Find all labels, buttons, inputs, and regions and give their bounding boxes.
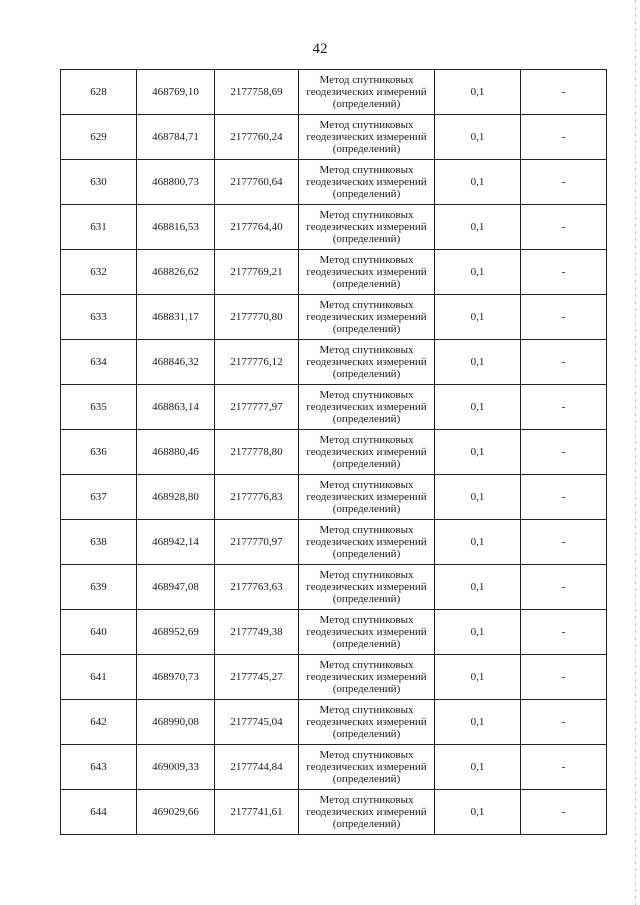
note-cell: - xyxy=(521,295,607,340)
y-coordinate-cell: 2177764,40 xyxy=(215,205,299,250)
table-row xyxy=(61,250,607,295)
table-row xyxy=(61,610,607,655)
point-number-cell: 628 xyxy=(61,70,137,115)
note-cell: - xyxy=(521,475,607,520)
point-number-cell: 638 xyxy=(61,520,137,565)
x-coordinate-cell: 468800,73 xyxy=(137,160,215,205)
point-number-cell: 633 xyxy=(61,295,137,340)
point-number-cell: 639 xyxy=(61,565,137,610)
accuracy-cell: 0,1 xyxy=(435,295,521,340)
point-number-cell: 641 xyxy=(61,655,137,700)
accuracy-cell: 0,1 xyxy=(435,655,521,700)
table-row xyxy=(61,205,607,250)
accuracy-cell: 0,1 xyxy=(435,790,521,835)
y-coordinate-cell: 2177763,63 xyxy=(215,565,299,610)
y-coordinate-cell: 2177760,24 xyxy=(215,115,299,160)
point-number-cell: 637 xyxy=(61,475,137,520)
x-coordinate-cell: 469009,33 xyxy=(137,745,215,790)
method-cell: Метод спутниковых геодезических измерений (определений) xyxy=(299,610,435,655)
accuracy-cell: 0,1 xyxy=(435,385,521,430)
table-row xyxy=(61,565,607,610)
point-number-cell: 636 xyxy=(61,430,137,475)
y-coordinate-cell: 2177776,12 xyxy=(215,340,299,385)
table-row xyxy=(61,430,607,475)
method-cell: Метод спутниковых геодезических измерений (определений) xyxy=(299,385,435,430)
x-coordinate-cell: 468826,62 xyxy=(137,250,215,295)
y-coordinate-cell: 2177777,97 xyxy=(215,385,299,430)
point-number-cell: 643 xyxy=(61,745,137,790)
point-number-cell: 632 xyxy=(61,250,137,295)
scan-edge-line xyxy=(635,0,636,905)
x-coordinate-cell: 468990,08 xyxy=(137,700,215,745)
note-cell: - xyxy=(521,565,607,610)
method-cell: Метод спутниковых геодезических измерений (определений) xyxy=(299,655,435,700)
point-number-cell: 635 xyxy=(61,385,137,430)
y-coordinate-cell: 2177760,64 xyxy=(215,160,299,205)
x-coordinate-cell: 469029,66 xyxy=(137,790,215,835)
y-coordinate-cell: 2177745,27 xyxy=(215,655,299,700)
note-cell: - xyxy=(521,115,607,160)
note-cell: - xyxy=(521,340,607,385)
x-coordinate-cell: 468970,73 xyxy=(137,655,215,700)
y-coordinate-cell: 2177741,61 xyxy=(215,790,299,835)
table-row xyxy=(61,340,607,385)
note-cell: - xyxy=(521,385,607,430)
method-cell: Метод спутниковых геодезических измерений (определений) xyxy=(299,250,435,295)
y-coordinate-cell: 2177745,04 xyxy=(215,700,299,745)
note-cell: - xyxy=(521,205,607,250)
note-cell: - xyxy=(521,520,607,565)
table-row xyxy=(61,655,607,700)
x-coordinate-cell: 468816,53 xyxy=(137,205,215,250)
table-row xyxy=(61,385,607,430)
y-coordinate-cell: 2177770,80 xyxy=(215,295,299,340)
point-number-cell: 644 xyxy=(61,790,137,835)
table-row xyxy=(61,520,607,565)
table-row xyxy=(61,160,607,205)
y-coordinate-cell: 2177769,21 xyxy=(215,250,299,295)
accuracy-cell: 0,1 xyxy=(435,520,521,565)
x-coordinate-cell: 468784,71 xyxy=(137,115,215,160)
x-coordinate-cell: 468952,69 xyxy=(137,610,215,655)
note-cell: - xyxy=(521,610,607,655)
accuracy-cell: 0,1 xyxy=(435,250,521,295)
x-coordinate-cell: 468947,08 xyxy=(137,565,215,610)
note-cell: - xyxy=(521,745,607,790)
x-coordinate-cell: 468769,10 xyxy=(137,70,215,115)
method-cell: Метод спутниковых геодезических измерений (определений) xyxy=(299,475,435,520)
y-coordinate-cell: 2177778,80 xyxy=(215,430,299,475)
method-cell: Метод спутниковых геодезических измерений (определений) xyxy=(299,70,435,115)
accuracy-cell: 0,1 xyxy=(435,70,521,115)
accuracy-cell: 0,1 xyxy=(435,565,521,610)
method-cell: Метод спутниковых геодезических измерений (определений) xyxy=(299,700,435,745)
x-coordinate-cell: 468942,14 xyxy=(137,520,215,565)
x-coordinate-cell: 468863,14 xyxy=(137,385,215,430)
x-coordinate-cell: 468846,32 xyxy=(137,340,215,385)
table-row xyxy=(61,475,607,520)
table-row xyxy=(61,790,607,835)
method-cell: Метод спутниковых геодезических измерений (определений) xyxy=(299,790,435,835)
accuracy-cell: 0,1 xyxy=(435,700,521,745)
accuracy-cell: 0,1 xyxy=(435,475,521,520)
point-number-cell: 630 xyxy=(61,160,137,205)
method-cell: Метод спутниковых геодезических измерений (определений) xyxy=(299,205,435,250)
method-cell: Метод спутниковых геодезических измерений (определений) xyxy=(299,520,435,565)
accuracy-cell: 0,1 xyxy=(435,340,521,385)
x-coordinate-cell: 468880,46 xyxy=(137,430,215,475)
method-cell: Метод спутниковых геодезических измерений (определений) xyxy=(299,565,435,610)
note-cell: - xyxy=(521,790,607,835)
method-cell: Метод спутниковых геодезических измерений (определений) xyxy=(299,430,435,475)
y-coordinate-cell: 2177744,84 xyxy=(215,745,299,790)
coordinates-table xyxy=(60,69,607,835)
note-cell: - xyxy=(521,430,607,475)
note-cell: - xyxy=(521,160,607,205)
accuracy-cell: 0,1 xyxy=(435,160,521,205)
note-cell: - xyxy=(521,70,607,115)
page-number: 42 xyxy=(312,41,328,57)
x-coordinate-cell: 468928,80 xyxy=(137,475,215,520)
note-cell: - xyxy=(521,655,607,700)
table-row xyxy=(61,115,607,160)
accuracy-cell: 0,1 xyxy=(435,430,521,475)
method-cell: Метод спутниковых геодезических измерений (определений) xyxy=(299,340,435,385)
point-number-cell: 631 xyxy=(61,205,137,250)
point-number-cell: 634 xyxy=(61,340,137,385)
method-cell: Метод спутниковых геодезических измерений (определений) xyxy=(299,295,435,340)
y-coordinate-cell: 2177770,97 xyxy=(215,520,299,565)
note-cell: - xyxy=(521,250,607,295)
table-row xyxy=(61,70,607,115)
y-coordinate-cell: 2177749,38 xyxy=(215,610,299,655)
note-cell: - xyxy=(521,700,607,745)
point-number-cell: 629 xyxy=(61,115,137,160)
accuracy-cell: 0,1 xyxy=(435,745,521,790)
accuracy-cell: 0,1 xyxy=(435,205,521,250)
coordinates-table-body xyxy=(61,70,607,835)
table-row xyxy=(61,295,607,340)
y-coordinate-cell: 2177758,69 xyxy=(215,70,299,115)
table-row xyxy=(61,745,607,790)
method-cell: Метод спутниковых геодезических измерений (определений) xyxy=(299,745,435,790)
method-cell: Метод спутниковых геодезических измерений (определений) xyxy=(299,160,435,205)
x-coordinate-cell: 468831,17 xyxy=(137,295,215,340)
method-cell: Метод спутниковых геодезических измерений (определений) xyxy=(299,115,435,160)
accuracy-cell: 0,1 xyxy=(435,115,521,160)
table-row xyxy=(61,700,607,745)
point-number-cell: 640 xyxy=(61,610,137,655)
accuracy-cell: 0,1 xyxy=(435,610,521,655)
y-coordinate-cell: 2177776,83 xyxy=(215,475,299,520)
point-number-cell: 642 xyxy=(61,700,137,745)
